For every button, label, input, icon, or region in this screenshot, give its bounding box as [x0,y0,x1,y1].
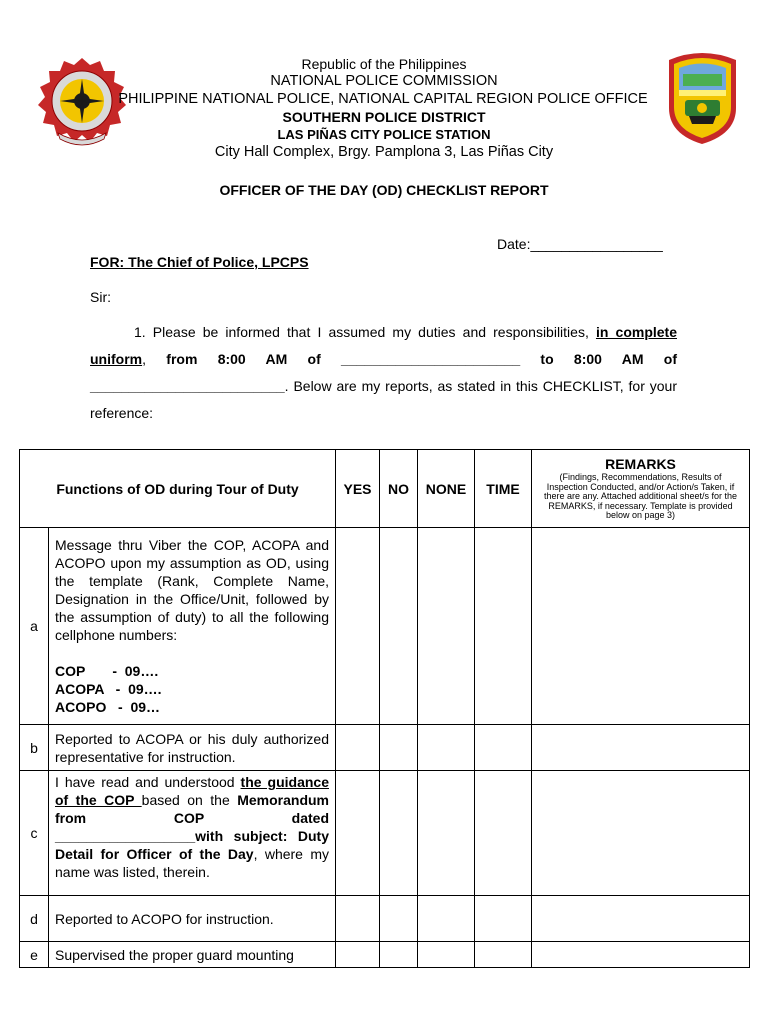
time-cell[interactable] [475,942,532,968]
col-time: TIME [475,450,532,528]
col-none: NONE [418,450,475,528]
remarks-note: (Findings, Recommendations, Results of Inspection Conducted, and/or Action/s Taken, if there are any. Attached additional sheet/s for the REMARKS, if necessary. Template is provided below on page 3) [544,472,737,520]
yes-cell[interactable] [336,896,380,942]
none-cell[interactable] [418,896,475,942]
row-c-text-2: based on the [141,792,238,808]
row-letter: d [20,896,49,942]
intro-paragraph [90,319,677,427]
no-cell[interactable] [380,528,418,725]
row-letter: b [20,725,49,771]
col-no: NO [380,450,418,528]
row-c-text-3: , where my name was listed, therein. [55,846,329,880]
table-row [20,942,750,968]
no-cell[interactable] [380,942,418,968]
cellphone-list [55,662,329,716]
time-cell[interactable] [475,725,532,771]
para-text-1: 1. Please be informed that I assumed my duties and responsibilities, [134,324,596,340]
time-cell[interactable] [475,771,532,896]
salutation: Sir: [90,289,111,305]
header-spd: SOUTHERN POLICE DISTRICT [282,109,486,125]
row-description: Supervised the proper guard mounting [49,942,336,968]
remarks-cell[interactable] [532,896,750,942]
yes-cell[interactable] [336,528,380,725]
no-cell[interactable] [380,725,418,771]
table-row [20,771,750,896]
header-republic: Republic of the Philippines [301,56,467,72]
row-c-text-1: I have read and understood [55,774,241,790]
yes-cell[interactable] [336,942,380,968]
table-row [20,725,750,771]
header-napolcom: NATIONAL POLICE COMMISSION [270,73,498,89]
col-remarks [532,450,750,528]
remarks-cell[interactable] [532,771,750,896]
yes-cell[interactable] [336,725,380,771]
row-a-text: Message thru Viber the COP, ACOPA and ACOPO upon my assumption as OD, using the template (Rank, Complete Name, Designation in the Office/Unit, followed by the assumption of duty) to all the following cellphone numbers: [55,537,329,643]
remarks-cell[interactable] [532,942,750,968]
none-cell[interactable] [418,771,475,896]
none-cell[interactable] [418,528,475,725]
header-address: City Hall Complex, Brgy. Pamplona 3, Las Piñas City [214,144,554,160]
table-row [20,896,750,942]
time-cell[interactable] [475,528,532,725]
acopa-number: ACOPA - 09…. [55,681,162,697]
row-c-guidance: the guidance of the COP [55,774,329,808]
col-functions: Functions of OD during Tour of Duty [20,450,336,528]
para-complete-uniform: in complete uniform [90,324,677,367]
row-description [49,528,336,725]
para-time-range: from 8:00 AM of _______________________ to 8:00 AM of _________________________ [90,351,678,394]
acopo-number: ACOPO - 09… [55,699,161,715]
remarks-title: REMARKS [605,455,676,472]
no-cell[interactable] [380,896,418,942]
no-cell[interactable] [380,771,418,896]
row-description [49,771,336,896]
row-description: Reported to ACOPA or his duly authorized representative for instruction. [49,725,336,771]
table-header-row [20,450,750,528]
report-title: OFFICER OF THE DAY (OD) CHECKLIST REPORT [219,182,549,198]
none-cell[interactable] [418,942,475,968]
none-cell[interactable] [418,725,475,771]
row-letter: c [20,771,49,896]
header-station: LAS PIÑAS CITY POLICE STATION [277,127,491,142]
remarks-cell[interactable] [532,725,750,771]
row-letter: e [20,942,49,968]
cop-number: COP - 09…. [55,663,159,679]
remarks-cell[interactable] [532,528,750,725]
yes-cell[interactable] [336,771,380,896]
table-row [20,528,750,725]
addressee: FOR: The Chief of Police, LPCPS [90,254,309,270]
date-field: Date:_________________ [497,236,663,252]
header-pnp-ncrpo: PHILIPPINE NATIONAL POLICE, NATIONAL CAPITAL REGION POLICE OFFICE [118,91,648,107]
row-letter: a [20,528,49,725]
row-description: Reported to ACOPO for instruction. [49,896,336,942]
checklist-table [19,449,750,968]
col-yes: YES [336,450,380,528]
row-c-memorandum: Memorandum from COP dated __________________with subject: Duty Detail for Officer of the Day [55,792,329,862]
time-cell[interactable] [475,896,532,942]
para-text-2: , [142,351,167,367]
para-text-3: . Below are my reports, as stated in this CHECKLIST, for your reference: [90,378,677,421]
